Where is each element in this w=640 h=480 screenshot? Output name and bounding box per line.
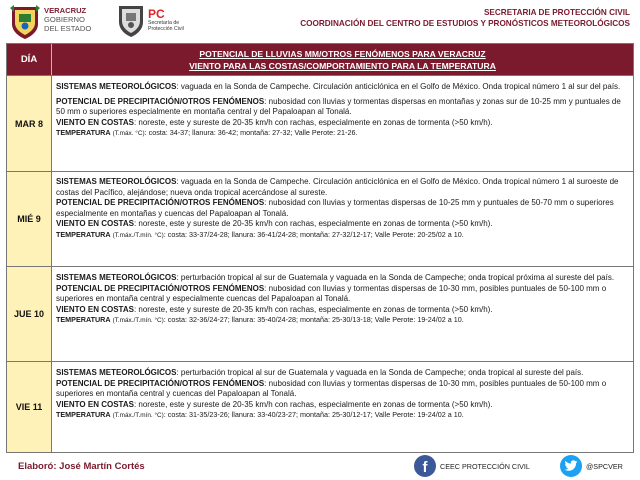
temperatura-label: TEMPERATURA (56, 410, 111, 420)
viento-label: VIENTO EN COSTAS (56, 219, 134, 229)
sistemas-paragraph (56, 368, 629, 379)
viento-text: : noreste, este y sureste de 20-35 km/h con rachas, especialmente en zonas de tormenta (>50 km/h). (133, 117, 493, 127)
day-cell: JUE 10 (7, 267, 52, 361)
twitter-bird-icon (564, 460, 578, 472)
table-header (7, 44, 633, 75)
temperatura-label: TEMPERATURA (56, 229, 111, 239)
logo-line-1: VERACRUZ (44, 6, 87, 15)
day-column-header: DÍA (7, 44, 52, 75)
temperatura-unit: (T.máx./T.mín. °C) (112, 412, 164, 420)
potencial-label: POTENCIAL DE PRECIPITACIÓN/OTROS FENÓMENOS (56, 283, 265, 293)
agency-line-1: SECRETARIA DE PROTECCIÓN CIVIL (483, 8, 630, 17)
potencial-label: POTENCIAL DE PRECIPITACIÓN/OTROS FENÓMENOS (56, 378, 265, 388)
temperatura-paragraph (56, 410, 629, 422)
day-cell: MAR 8 (7, 76, 52, 171)
forecast-column-header (52, 44, 633, 75)
table-row (7, 75, 633, 171)
viento-paragraph (56, 118, 629, 129)
table-row (7, 171, 633, 266)
agency-line-2: COORDINACIÓN DEL CENTRO DE ESTUDIOS Y PRONÓSTICOS METEOROLÓGICOS (300, 19, 630, 28)
sistemas-paragraph (56, 273, 629, 284)
viento-text: : noreste, este y sureste de 20-35 km/h con rachas, especialmente en zonas de tormenta (>50 km/h). (133, 304, 493, 314)
potencial-paragraph (56, 97, 629, 118)
temperatura-text: : costa: 33-37/24-28; llanura: 36-41/24-28; montaña: 27-32/12-17; Valle Perote: 20-25/02 a 10. (163, 229, 464, 239)
potencial-text: : nubosidad con lluvias y tormentas dispersas de 10-30 mm, posibles puntuales de 50-100 mm o superiores en montaña central y especialmente cuencas del Papaloapan al Tonalá. (56, 283, 607, 304)
sistemas-text: : vaguada en la Sonda de Campeche. Circulación anticiclónica en el Golfo de México. Onda tropical número 1 al suroeste de costas del Pacífico, alejándose; nueva onda tropical acercándose al sureste. (56, 177, 619, 197)
temperatura-paragraph (56, 230, 629, 242)
temperatura-text: : costa: 32-36/24-27; llanura: 35-40/24-28; montaña: 25-30/13-18; Valle Perote: 19-24/02 a 10. (163, 315, 464, 325)
temperatura-text: : costa: 34-37; llanura: 36-42; montaña: 27-32; Valle Perote: 21-26. (144, 128, 358, 138)
sistemas-text: : perturbación tropical al sur de Guatemala y vaguada en la Sonda de Campeche; onda tropical próxima al sureste del país. (176, 273, 615, 282)
pc-subtitle-2: Protección Civil (148, 26, 184, 32)
potencial-text: : nubosidad con lluvias y tormentas dispersas de 10-30 mm, posibles puntuales de 50-100 mm o superiores en montaña central y cuencas del Papaloapan al Tonalá. (56, 378, 607, 399)
sistemas-paragraph (56, 177, 629, 198)
footer (0, 452, 640, 480)
viento-label: VIENTO EN COSTAS (56, 399, 134, 409)
twitter-icon[interactable] (560, 455, 582, 477)
author-credit: Elaboró: José Martín Cortés (18, 461, 145, 472)
day-cell: VIE 11 (7, 362, 52, 452)
temperatura-unit: (T.máx. °C) (112, 130, 145, 138)
logo-line-2: GOBIERNO (44, 15, 85, 24)
potencial-paragraph (56, 284, 629, 305)
forecast-table (6, 43, 634, 453)
forecast-cell (52, 76, 633, 171)
header-title-line-1: POTENCIAL DE LLUVIAS MM/OTROS FENÓMENOS PARA VERACRUZ (199, 48, 486, 59)
viento-paragraph (56, 219, 629, 230)
sistemas-label: SISTEMAS METEOROLÓGICOS (56, 368, 177, 377)
facebook-icon[interactable]: f (414, 455, 436, 477)
pc-brand (148, 8, 184, 32)
sistemas-paragraph (56, 82, 629, 93)
twitter-link[interactable]: @SPCVER (586, 462, 623, 471)
potencial-label: POTENCIAL DE PRECIPITACIÓN/OTROS FENÓMENOS (56, 198, 265, 208)
potencial-paragraph (56, 198, 629, 219)
veracruz-government-label (44, 6, 91, 33)
potencial-text: : nubosidad con lluvias y tormentas dispersas en montañas y zonas sur de 10-25 mm y puntuales de 50 mm o superiores especialmente en montaña central y del Papaloapan al Tonalá. (56, 96, 621, 117)
viento-paragraph (56, 305, 629, 316)
viento-text: : noreste, este y sureste de 20-35 km/h con rachas, especialmente en zonas de tormenta (>50 km/h). (133, 399, 493, 409)
header (0, 0, 640, 44)
sistemas-label: SISTEMAS METEOROLÓGICOS (56, 177, 177, 186)
table-row (7, 361, 633, 452)
day-cell: MIÉ 9 (7, 172, 52, 266)
temperatura-unit: (T.máx./T.mín. °C) (112, 231, 164, 239)
pc-subtitle-1: Secretaría de (148, 20, 180, 26)
viento-paragraph (56, 400, 629, 411)
pc-logo-text: PC (148, 7, 165, 21)
potencial-label: POTENCIAL DE PRECIPITACIÓN/OTROS FENÓMENOS (56, 96, 265, 106)
sistemas-text: : perturbación tropical al sur de Guatemala y vaguada en la Sonda de Campeche; onda tropical al sureste del país. (176, 368, 584, 377)
potencial-paragraph (56, 379, 629, 400)
forecast-cell (52, 267, 633, 361)
temperatura-label: TEMPERATURA (56, 315, 111, 325)
forecast-cell (52, 362, 633, 452)
temperatura-unit: (T.máx./T.mín. °C) (112, 317, 164, 325)
forecast-cell (52, 172, 633, 266)
temperatura-text: : costa: 31-35/23-26; llanura: 33-40/23-27; montaña: 25-30/12-17; Valle Perote: 19-24/02 a 10. (163, 410, 464, 420)
viento-label: VIENTO EN COSTAS (56, 304, 134, 314)
temperatura-paragraph (56, 128, 629, 140)
veracruz-shield-logo (8, 4, 42, 40)
sistemas-text: : vaguada en la Sonda de Campeche. Circulación anticiclónica en el Golfo de México. Onda tropical número 1 al sur del país. (176, 82, 621, 91)
table-row (7, 266, 633, 361)
logo-line-3: DEL ESTADO (44, 24, 92, 33)
viento-text: : noreste, este y sureste de 20-35 km/h con rachas, especialmente en zonas de tormenta (>50 km/h). (133, 219, 493, 229)
temperatura-paragraph (56, 315, 629, 327)
state-seal-icon (116, 4, 146, 38)
header-title-line-2: VIENTO PARA LAS COSTAS/COMPORTAMIENTO PARA LA TEMPERATURA (189, 60, 496, 71)
sistemas-label: SISTEMAS METEOROLÓGICOS (56, 273, 177, 282)
agency-heading (300, 7, 630, 29)
viento-label: VIENTO EN COSTAS (56, 117, 134, 127)
facebook-link[interactable]: CEEC PROTECCIÓN CIVIL (440, 462, 530, 471)
potencial-text: : nubosidad con lluvias y tormentas dispersas de 10-25 mm y puntuales de 50-70 mm o superiores especialmente en montañas y cuencas del Papaloapan al Tonalá. (56, 198, 614, 218)
sistemas-label: SISTEMAS METEOROLÓGICOS (56, 82, 177, 91)
temperatura-label: TEMPERATURA (56, 128, 111, 138)
